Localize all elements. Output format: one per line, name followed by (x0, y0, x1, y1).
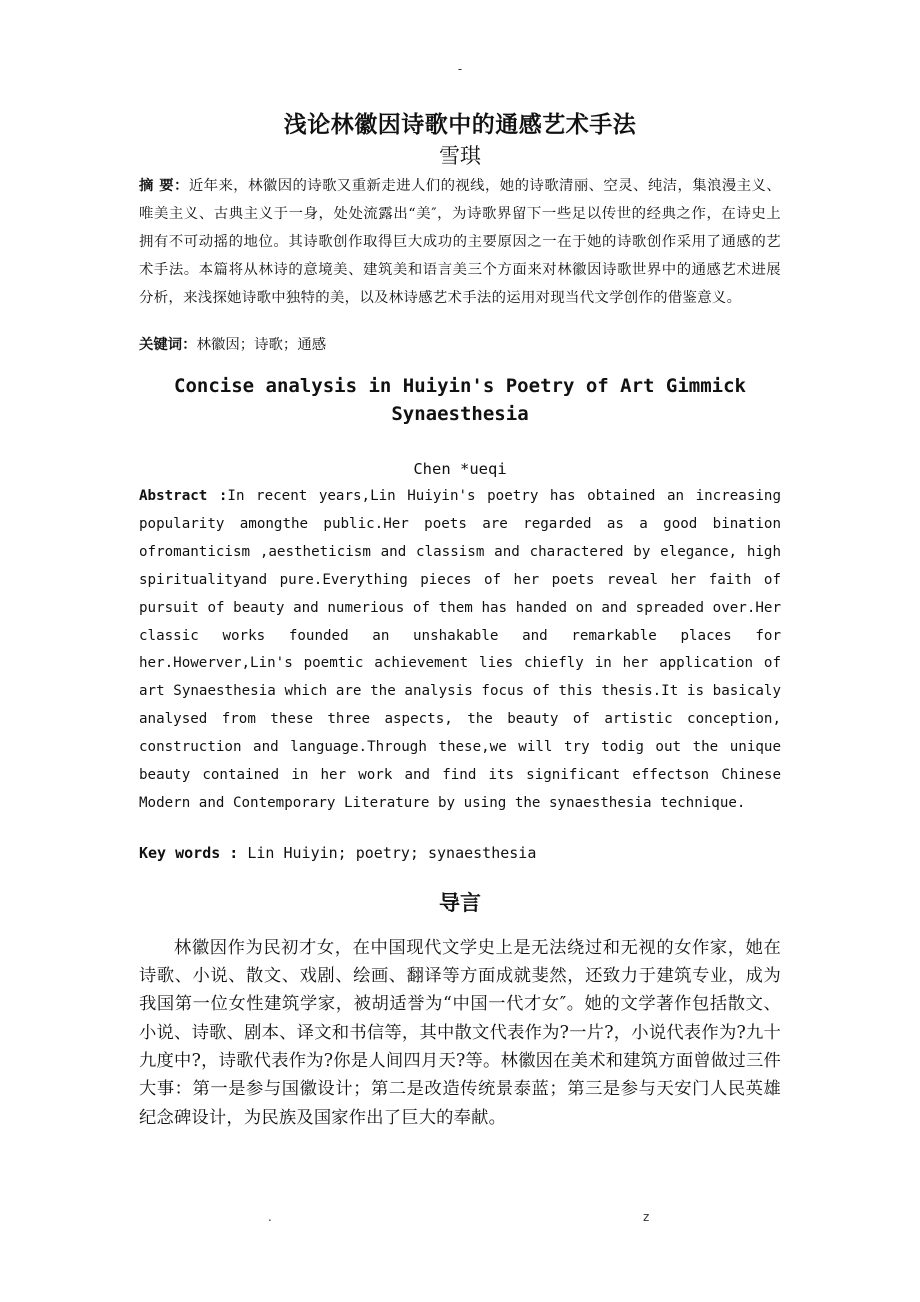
footer-right-mark: z (643, 1210, 650, 1224)
english-keywords (139, 839, 781, 867)
paper-content (139, 108, 781, 1132)
chinese-author: 雪琪 (439, 144, 481, 168)
chinese-keywords-text: 林徽因；诗歌；通感 (196, 337, 327, 353)
chinese-abstract (139, 172, 781, 312)
english-keywords-label: Key words : (139, 843, 239, 862)
introduction-paragraph: 林徽因作为民初才女，在中国现代文学史上是无法绕过和无视的女作家，她在诗歌、小说、散文、戏剧、绘画、翻译等方面成就斐然，还致力于建筑专业，成为我国第一位女性建筑学家，被胡适誉为“中国一代才女″。她的文学著作包括散文、小说、诗歌、剧本、译文和书信等，其中散文代表作为?一片?，小说代表作为?九十九度中?，诗歌代表作为?你是人间四月天?等。林徽因在美术和建筑方面曾做过三件大事：第一是参与国徽设计；第二是改造传统景泰蓝；第三是参与天安门人民英雄纪念碑设计，为民族及国家作出了巨大的奉献。 (139, 937, 781, 1128)
header-mark: - (457, 62, 463, 76)
english-abstract (139, 483, 781, 818)
english-author: Chen *ueqi (413, 460, 507, 478)
chinese-title: 浅论林徽因诗歌中的通感艺术手法 (283, 111, 637, 138)
english-abstract-label: Abstract : (139, 488, 228, 504)
chinese-keywords (139, 331, 781, 359)
introduction-heading: 导言 (439, 890, 481, 915)
chinese-keywords-label: 关键词： (139, 337, 197, 353)
english-keywords-text: Lin Huiyin; poetry; synaesthesia (238, 843, 537, 862)
footer-left-mark: . (268, 1210, 272, 1224)
english-title: Concise analysis in Huiyin's Poetry of Art Gimmick Synaesthesia (174, 375, 746, 425)
chinese-abstract-label: 摘 要： (139, 178, 189, 194)
chinese-abstract-text: 近年来，林徽因的诗歌又重新走进人们的视线，她的诗歌清丽、空灵、纯洁，集浪漫主义、唯美主义、古典主义于一身，处处流露出“美″，为诗歌界留下一些足以传世的经典之作，在诗史上拥有不可动摇的地位。其诗歌创作取得巨大成功的主要原因之一在于她的诗歌创作采用了通感的艺术手法。本篇将从林诗的意境美、建筑美和语言美三个方面来对林徽因诗歌世界中的通感艺术进展分析，来浅探她诗歌中独特的美，以及林诗感艺术手法的运用对现当代文学创作的借鉴意义。 (139, 178, 781, 306)
english-abstract-text: In recent years,Lin Huiyin's poetry has obtained an increasing popularity amongthe public.Her poets are regarded as a good bination ofromanticism ,aestheticism and classism and charactered by elegance, high spiritualityand pure.Everything pieces of her poets reveal her faith of pursuit of beauty and numerious of them has handed on and spreaded over.Her classic works founded an unshakable and remarkable places for her.Howerver,Lin's poemtic achievement lies chiefly in her application of art Synaesthesia which are the analysis focus of this thesis.It is basicaly analysed from these three aspects, the beauty of artistic conception, construction and language.Through these,we will try todig out the unique beauty contained in her work and find its significant effectson Chinese Modern and Contemporary Literature by using the synaesthesia technique. (139, 488, 781, 811)
